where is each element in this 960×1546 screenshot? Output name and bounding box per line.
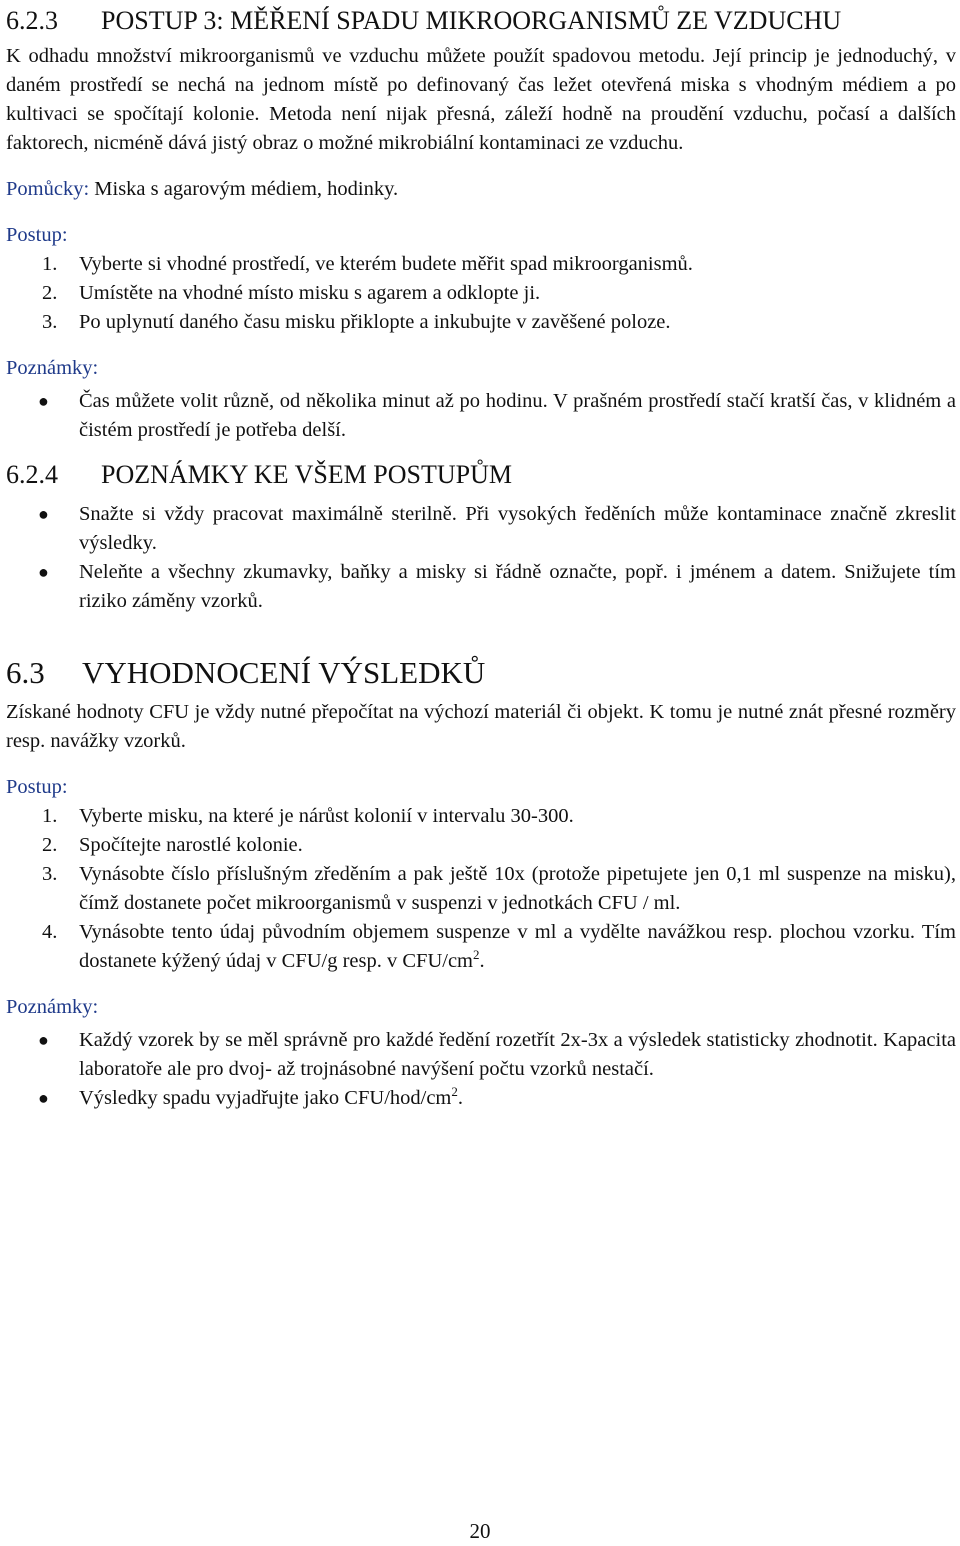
steps-list <box>6 802 956 976</box>
list-item: 4. Vynásobte tento údaj původním objemem suspenze v ml a vydělte navážkou resp. plochou vzorku. Tím dostanete kýžený údaj v CFU/g resp. v CFU/$cm^2$. <box>42 921 956 972</box>
bullet-icon: ● <box>38 391 49 411</box>
section-number: 6.3 <box>6 655 45 690</box>
section-title: POZNÁMKY KE VŠEM POSTUPŮM <box>101 460 513 489</box>
list-item: 1. Vyberte si vhodné prostředí, ve kterém budete měřit spad mikroorganismů. <box>42 253 693 275</box>
bullet-icon: ● <box>38 562 49 582</box>
tools-text: Miska s agarovým médiem, hodinky. <box>89 178 399 200</box>
bullet-icon: ● <box>38 1088 49 1108</box>
page-number: 20 <box>469 1519 491 1543</box>
list-item: ● Výsledky spadu vyjadřujte jako CFU/$hod/cm^2$. <box>6 1084 956 1113</box>
section-title: VYHODNOCENÍ VÝSLEDKŮ <box>82 655 486 690</box>
intro-paragraph: Získané hodnoty CFU je vždy nutné přepočítat na výchozí materiál či objekt. K tomu je nutné znát přesné rozměry resp. navážky vzorků. <box>6 701 956 752</box>
document-page <box>6 4 956 1113</box>
section-title: POSTUP 3: MĚŘENÍ SPADU MIKROORGANISMŮ ZE VZDUCHU <box>101 6 842 35</box>
list-item: ● Čas můžete volit různě, od několika minut až po hodinu. V prašném prostředí stačí kratší čas, v klidném a čistém prostředí je potřeba delší. <box>6 387 956 445</box>
notes-label: Poznámky: <box>6 357 99 379</box>
tools-line <box>6 175 956 204</box>
notes-label: Poznámky: <box>6 996 99 1018</box>
section-heading-6-2-4 <box>6 458 956 492</box>
notes-list <box>6 500 956 616</box>
list-item: ● Snažte si vždy pracovat maximálně sterilně. Při vysokých ředěních může kontaminace značně zkreslit výsledky. <box>6 500 956 558</box>
steps-label: Postup: <box>6 224 68 246</box>
notes-list <box>6 1026 956 1113</box>
list-item: 2. Umístěte na vhodné místo misku s agarem a odklopte ji. <box>42 282 541 304</box>
tools-label: Pomůcky: <box>6 178 90 200</box>
section-number: 6.2.3 <box>6 6 58 35</box>
notes-list <box>6 387 956 445</box>
list-item: ● Neleňte a všechny zkumavky, baňky a misky si řádně označte, popř. i jménem a datem. Snižujete tím riziko záměny vzorků. <box>6 558 956 616</box>
section-heading-6-2-3 <box>6 4 956 38</box>
list-item: ● Každý vzorek by se měl správně pro každé ředění rozetřít 2x-3x a výsledek statisticky zhodnotit. Kapacita laboratoře ale pro dvoj- až trojnásobné navýšení počtu vzorků nestačí. <box>6 1026 956 1084</box>
bullet-icon: ● <box>38 1030 49 1050</box>
steps-label: Postup: <box>6 776 68 798</box>
intro-paragraph: K odhadu množství mikroorganismů ve vzduchu můžete použít spadovou metodu. Její princip je jednoduchý, v daném prostředí se nechá na jednom místě po definovaný čas ležet otevřená miska s vhodným médiem a po kultivaci se spočítají kolonie. Metoda není nijak přesná, záleží hodně na proudění vzduchu, počasí a dalších faktorech, nicméně dává jistý obraz o možné mikrobiální kontaminaci ze vzduchu. <box>6 45 956 154</box>
list-item: 1. Vyberte misku, na které je nárůst kolonií v intervalu 30-300. <box>42 805 574 827</box>
steps-list <box>6 250 956 337</box>
bullet-icon: ● <box>38 504 49 524</box>
section-heading-6-3 <box>6 654 956 692</box>
list-item: 3. Vynásobte číslo příslušným zředěním a pak ještě 10x (protože pipetujete jen 0,1 ml suspenze na misku), čímž dostanete počet mikroorganismů v suspenzi v jednotkách CFU / ml. <box>42 863 956 914</box>
list-item: 3. Po uplynutí daného času misku přiklopte a inkubujte v zavěšené poloze. <box>42 311 671 333</box>
section-number: 6.2.4 <box>6 460 58 489</box>
list-item: 2. Spočítejte narostlé kolonie. <box>42 834 303 856</box>
